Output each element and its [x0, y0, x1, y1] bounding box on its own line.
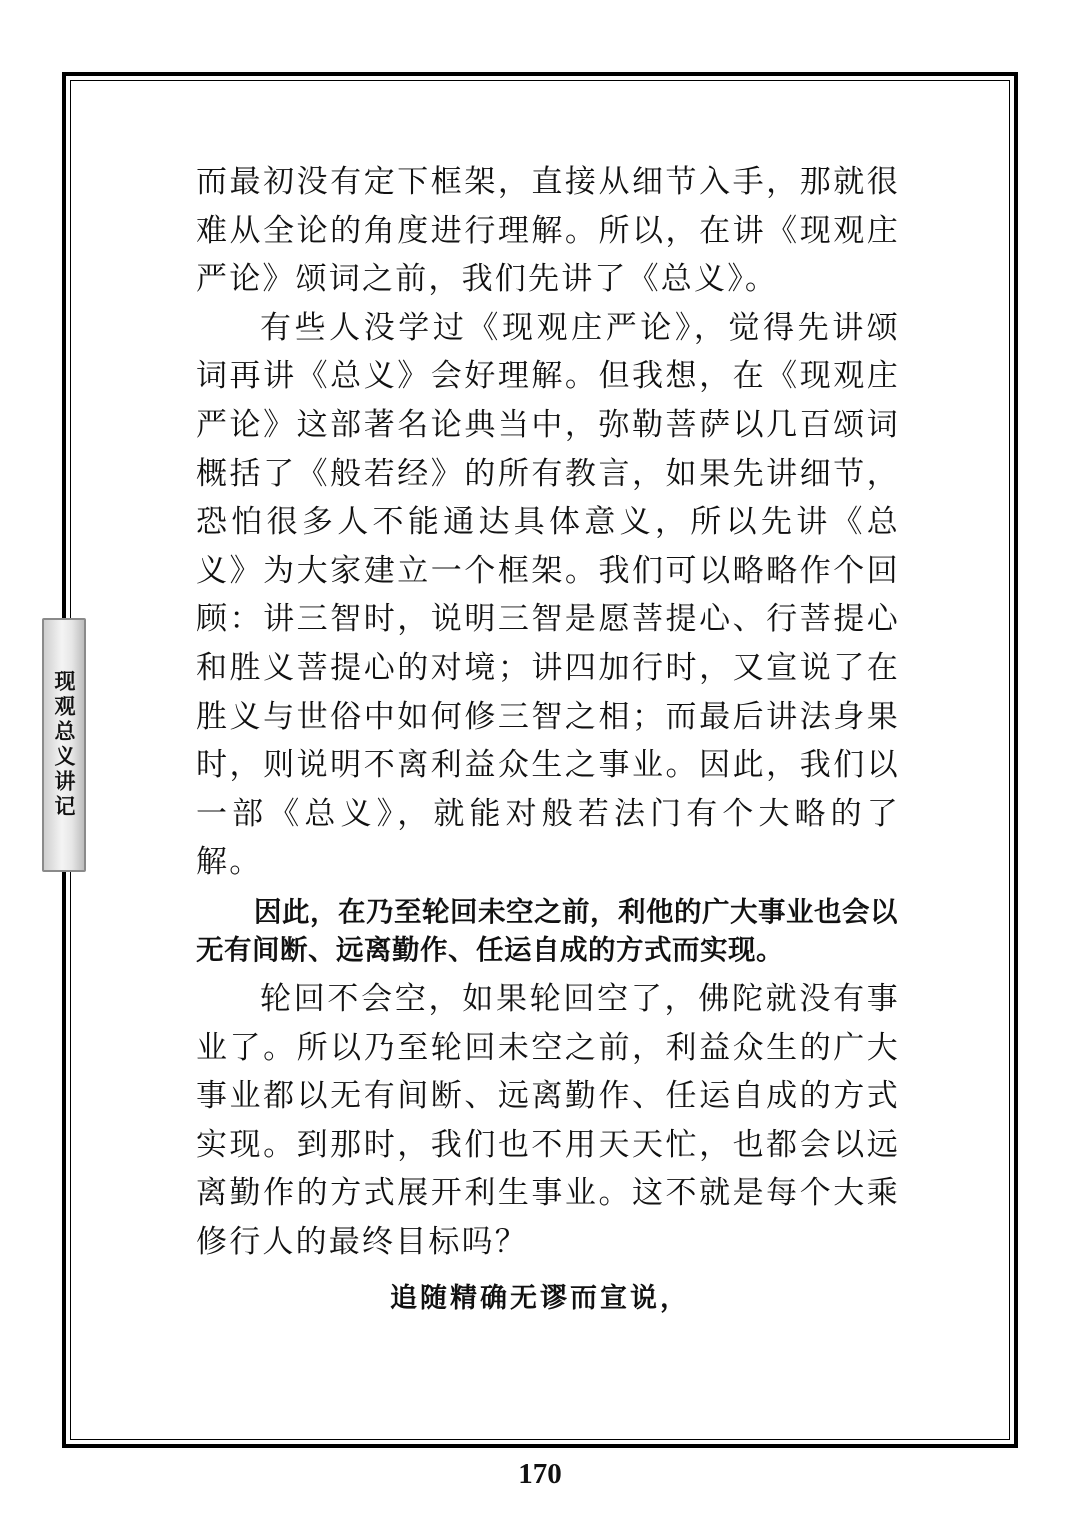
- bold-commentary-passage: 因此，在乃至轮回未空之前，利他的广大事业也会以无有间断、远离勤作、任运自成的方式而实现。: [196, 895, 898, 966]
- paragraph-3: 轮回不会空，如果轮回空了，佛陀就没有事业了。所以乃至轮回未空之前，利益众生的广大事业都以无有间断、远离勤作、任运自成的方式实现。到那时，我们也不用天天忙，也都会以远离勤作的方式展开利生事业。这不就是每个大乘修行人的最终目标吗？: [196, 980, 900, 1260]
- page-number: 170: [518, 1458, 562, 1490]
- paragraph-2: 有些人没学过《现观庄严论》，觉得先讲颂词再讲《总义》会好理解。但我想，在《现观庄严论》这部著名论典当中，弥勒菩萨以几百颂词概括了《般若经》的所有教言，如果先讲细节，恐怕很多人不能通达具体意义，所以先讲《总义》为大家建立一个框架。我们可以略略作个回顾：讲三智时，说明三智是愿菩提心、行菩提心和胜义菩提心的对境；讲四加行时，又宣说了在胜义与世俗中如何修三智之相；而最后讲法身果时，则说明不离利益众生之事业。因此，我们以一部《总义》，就能对般若法门有个大略的了解。: [196, 309, 900, 881]
- paragraph-1: 而最初没有定下框架，直接从细节入手，那就很难从全论的角度进行理解。所以，在讲《现观庄严论》颂词之前，我们先讲了《总义》。: [196, 164, 900, 298]
- side-book-title: 现观总义讲记: [52, 670, 77, 820]
- verse-line: 追随精确无谬而宣说，: [390, 1283, 690, 1314]
- body-text: [196, 158, 900, 1266]
- side-book-title-tab: [42, 618, 86, 872]
